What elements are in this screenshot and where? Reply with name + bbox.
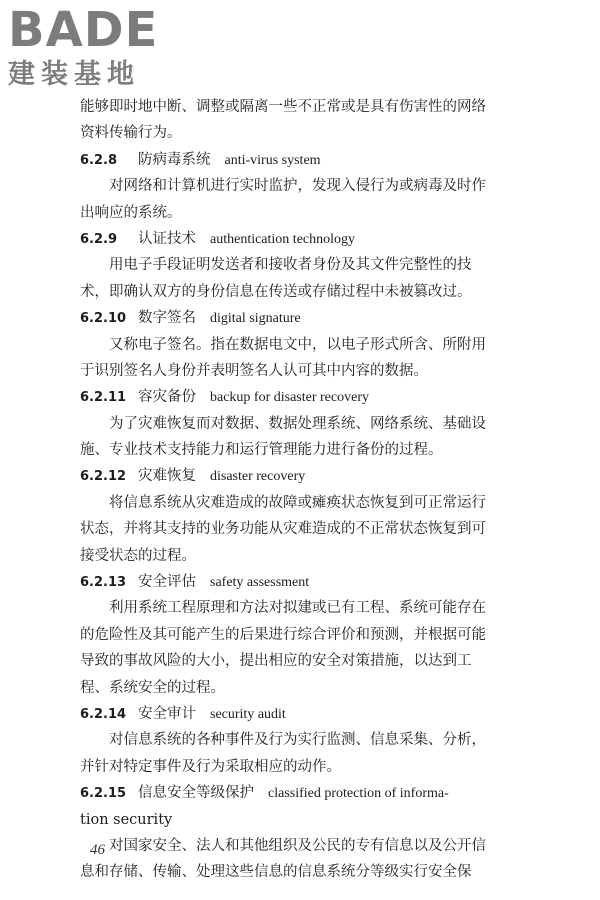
term-heading <box>80 226 525 252</box>
term-english: anti-virus system <box>224 152 321 168</box>
body-line: 用电子手段证明发送者和接收者身份及其文件完整性的技 <box>109 257 472 274</box>
term-english: safety assessment <box>210 575 310 591</box>
term-english: disaster recovery <box>210 469 306 485</box>
body-line: 能够即时地中断、调整或隔离一些不正常或是具有伤害性的网络 <box>80 99 486 115</box>
term-heading <box>80 569 525 595</box>
body-line: 息和存储、传输、处理这些信息的信息系统分等级实行安全保 <box>80 864 472 881</box>
term-heading <box>80 780 525 806</box>
body-line: 又称电子签名。指在数据电文中，以电子形式所含、所附用 <box>109 336 486 353</box>
logo-wordmark: BADE <box>8 2 159 58</box>
term-chinese: 数字签名 <box>138 310 196 327</box>
body-line: 的危险性及其可能产生的后果进行综合评价和预测，并根据可能 <box>80 626 486 643</box>
term-heading <box>80 701 525 727</box>
body-line: 程、系统安全的过程。 <box>80 679 225 696</box>
term-chinese: 信息安全等级保护 <box>138 785 254 802</box>
logo-subtitle: 建装基地 <box>8 59 140 90</box>
body-line: 为了灾难恢复而对数据、数据处理系统、网络系统、基础设 <box>109 415 486 432</box>
term-english: classified protection of informa- <box>268 786 449 802</box>
body-line: 资料传输行为。 <box>80 125 182 142</box>
document-body <box>80 94 525 886</box>
term-chinese: 容灾备份 <box>138 389 196 406</box>
body-line: 将信息系统从灾难造成的故障或瘫痪状态恢复到可正常运行 <box>109 494 486 511</box>
term-english: digital signature <box>210 311 301 327</box>
term-chinese: 认证技术 <box>138 230 196 247</box>
term-number: 6.2.11 <box>80 390 127 406</box>
body-line: tion security <box>80 811 173 828</box>
term-chinese: 灾难恢复 <box>138 468 196 485</box>
term-chinese: 安全评估 <box>138 574 196 591</box>
body-line: 术，即确认双方的身份信息在传送或存储过程中未被篡改过。 <box>80 283 472 300</box>
body-line: 利用系统工程原理和方法对拟建或已有工程、系统可能存在 <box>109 600 486 617</box>
page-number: 46 <box>90 842 105 858</box>
term-heading <box>80 305 525 331</box>
term-number: 6.2.14 <box>80 706 127 722</box>
term-number: 6.2.15 <box>80 786 127 802</box>
term-english: security audit <box>210 706 286 722</box>
body-line: 并针对特定事件及行为采取相应的动作。 <box>80 758 341 775</box>
body-line: 状态，并将其支持的业务功能从灾难造成的不正常状态恢复到可 <box>80 521 486 538</box>
term-english: backup for disaster recovery <box>210 390 369 406</box>
body-line: 对国家安全、法人和其他组织及公民的专有信息以及公开信 <box>109 837 486 854</box>
term-heading <box>80 147 525 173</box>
term-number: 6.2.12 <box>80 469 127 485</box>
term-heading <box>80 463 525 489</box>
term-heading <box>80 384 525 410</box>
term-number: 6.2.9 <box>80 231 118 247</box>
body-line: 接受状态的过程。 <box>80 547 196 564</box>
term-number: 6.2.13 <box>80 575 127 591</box>
body-line: 于识别签名人身份并表明签名人认可其中内容的数据。 <box>80 362 428 379</box>
term-number: 6.2.8 <box>80 152 118 168</box>
term-number: 6.2.10 <box>80 311 127 327</box>
body-line: 对网络和计算机进行实时监护，发现入侵行为或病毒及时作 <box>109 178 486 195</box>
term-chinese: 防病毒系统 <box>138 151 211 168</box>
body-line: 出响应的系统。 <box>80 204 182 221</box>
term-english: authentication technology <box>210 231 356 247</box>
body-line: 对信息系统的各种事件及行为实行监测、信息采集、分析， <box>109 732 486 749</box>
body-line: 施、专业技术支持能力和运行管理能力进行备份的过程。 <box>80 442 443 459</box>
term-chinese: 安全审计 <box>138 705 196 722</box>
bade-logo <box>8 2 178 92</box>
body-line: 导致的事故风险的大小，提出相应的安全对策措施，以达到工 <box>80 653 472 670</box>
